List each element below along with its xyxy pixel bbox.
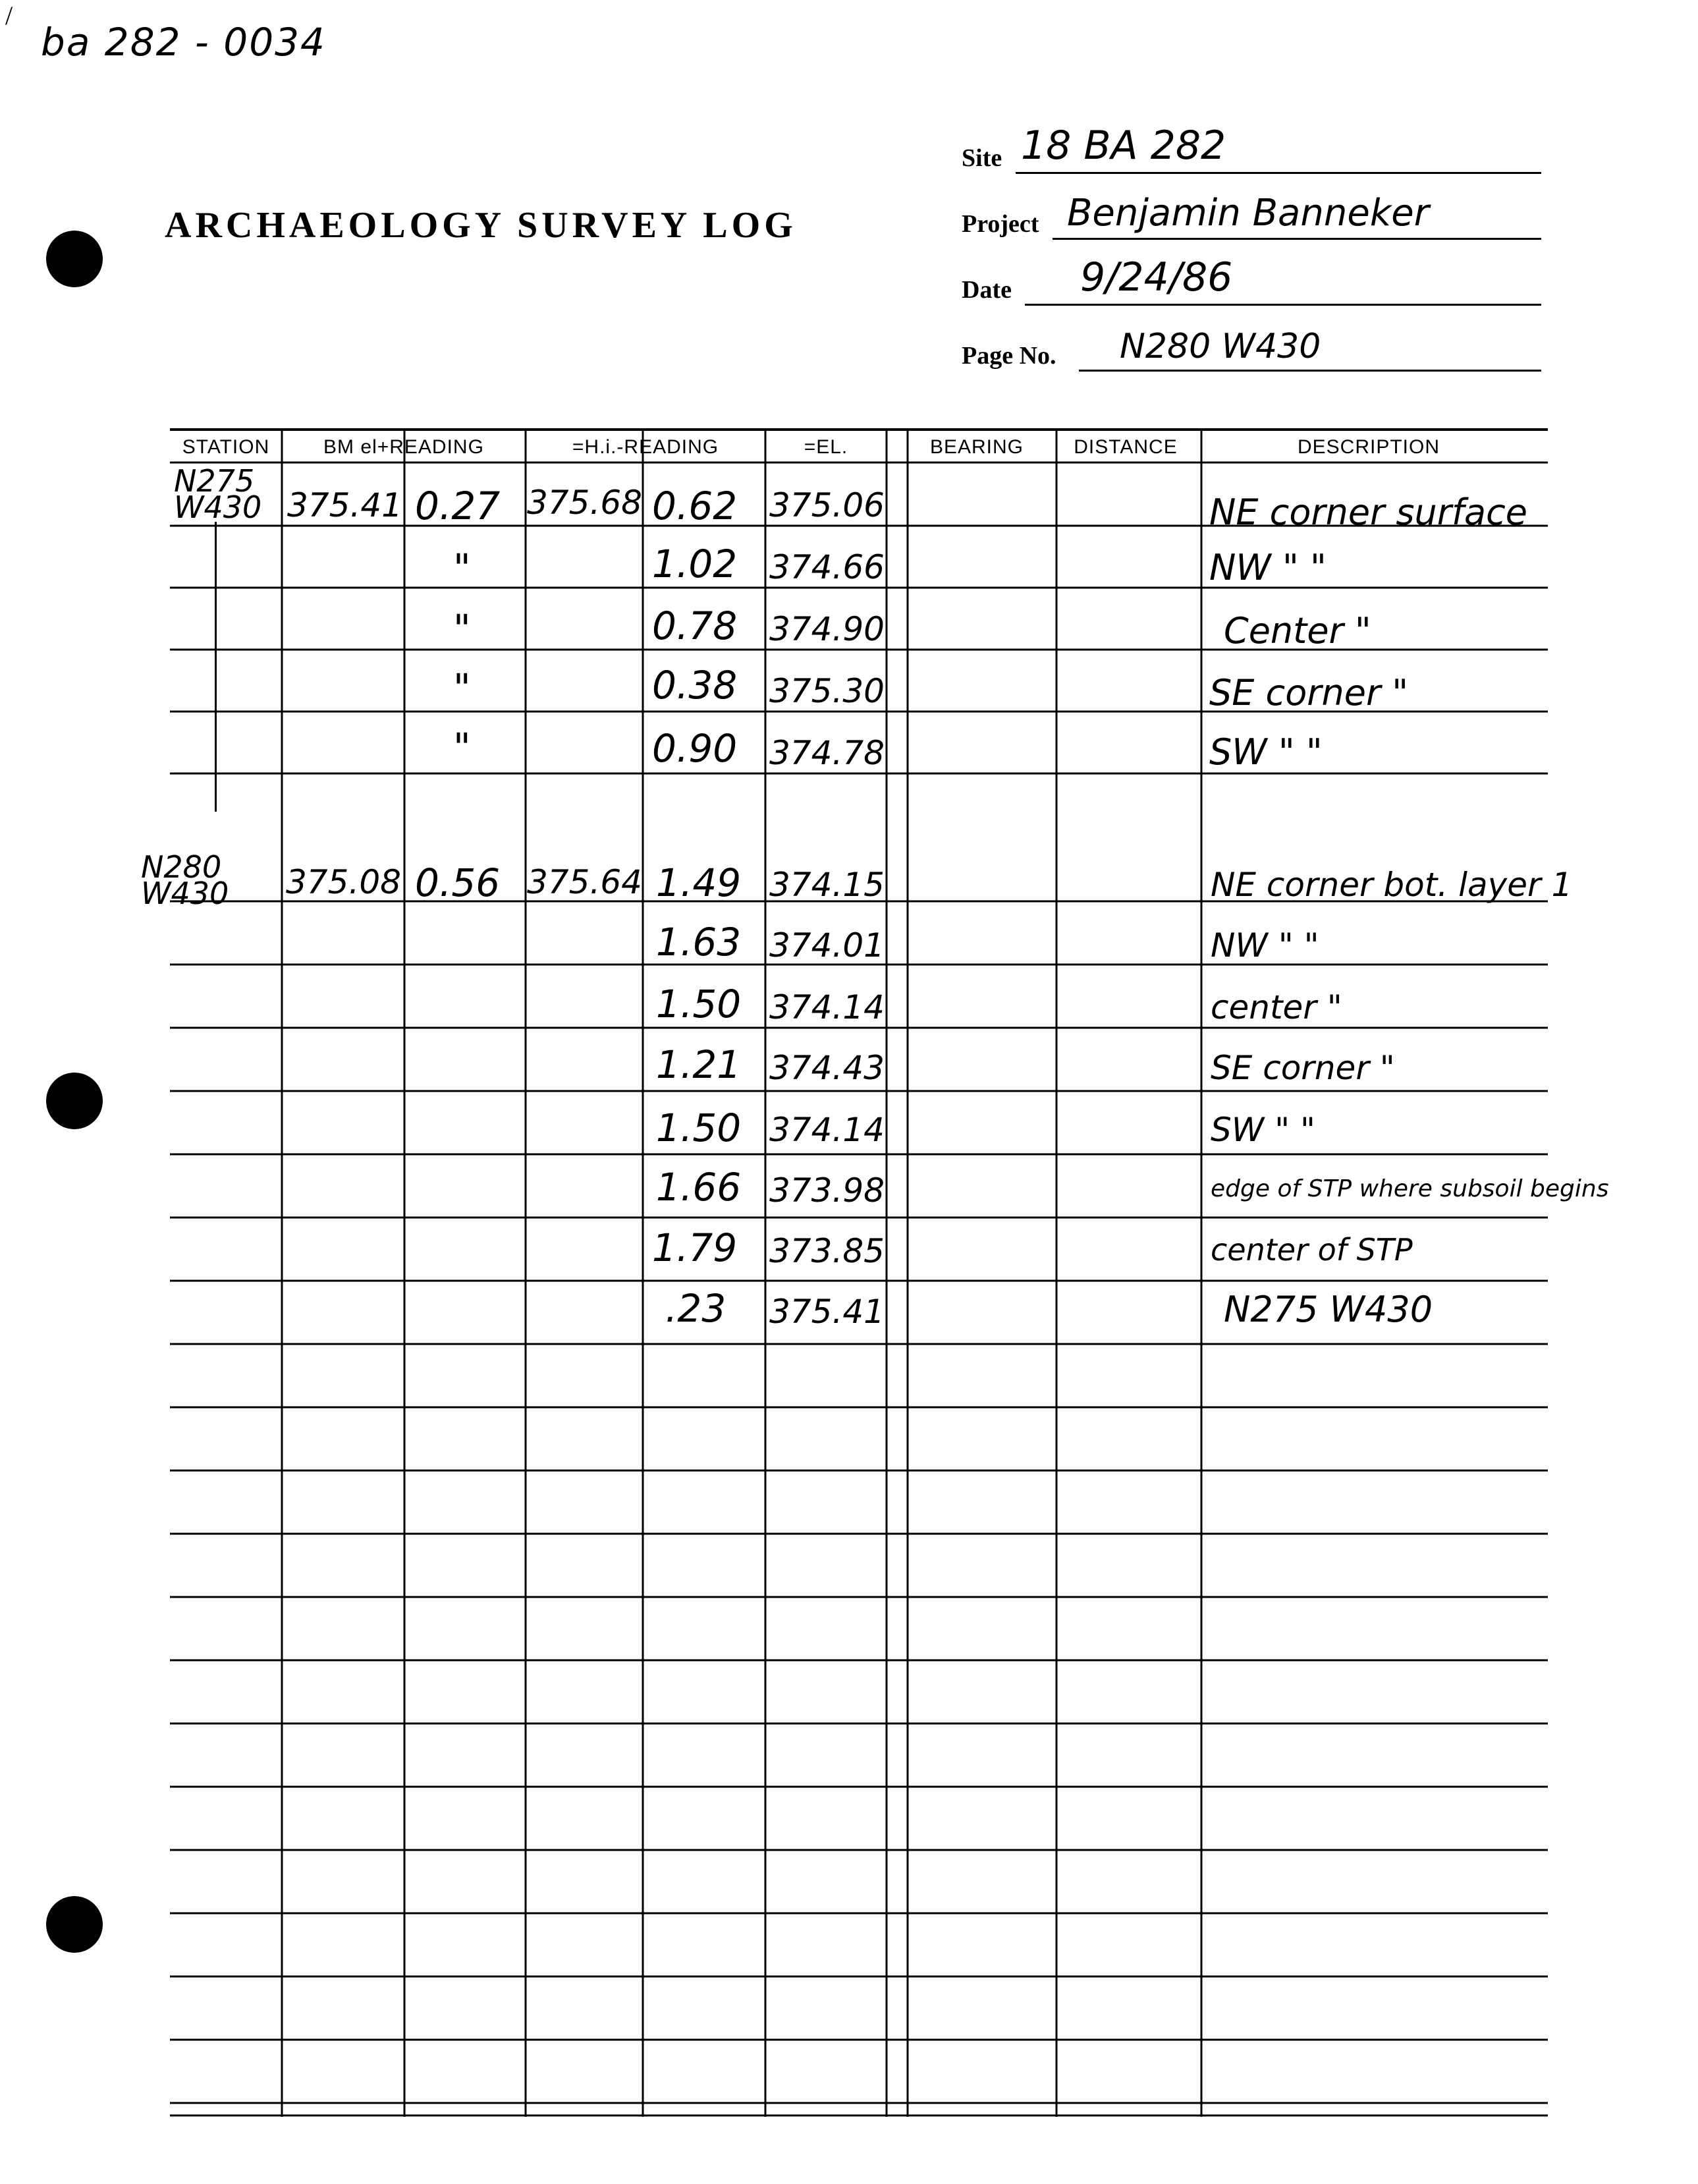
site-label: Site <box>962 144 1002 172</box>
description: NW " " <box>1211 926 1319 965</box>
description: NW " " <box>1209 547 1327 588</box>
col-bearing-header: BEARING <box>929 436 1024 458</box>
description: N275 W430 <box>1224 1289 1433 1330</box>
elevation: 374.15 <box>769 866 885 904</box>
minus-reading: 0.38 <box>652 663 738 708</box>
form-title: ARCHAEOLOGY SURVEY LOG <box>165 205 797 246</box>
minus-reading: 1.66 <box>656 1165 742 1210</box>
project-label: Project <box>962 210 1039 238</box>
elevation: 373.98 <box>769 1171 885 1210</box>
minus-reading: 0.90 <box>652 726 738 771</box>
station-line2: W430 <box>141 876 229 911</box>
ditto-mark: " <box>453 725 471 770</box>
project-line <box>1053 238 1541 240</box>
description: edge of STP where subsoil begins <box>1211 1175 1609 1202</box>
elevation: 374.78 <box>769 734 885 772</box>
description: Center " <box>1224 610 1371 652</box>
bm-elevation: 375.08 <box>286 863 401 901</box>
elevation: 374.90 <box>769 610 885 648</box>
col-el-header: =EL. <box>804 436 848 458</box>
date-line <box>1025 304 1541 306</box>
station-bracket <box>215 522 217 812</box>
description: SW " " <box>1211 1111 1315 1149</box>
minus-reading: 1.50 <box>656 1106 742 1150</box>
plus-reading: 0.56 <box>415 860 501 905</box>
height-of-instrument: 375.68 <box>527 484 642 522</box>
site-value: 18 BA 282 <box>1021 123 1226 169</box>
description: NE corner surface <box>1209 491 1527 533</box>
minus-reading: 1.79 <box>652 1225 738 1270</box>
col-bm-reading-header: BM el+READING <box>323 436 484 458</box>
page-no-value: N280 W430 <box>1120 327 1321 366</box>
station-line1: N275 <box>174 463 255 499</box>
date-label: Date <box>962 276 1012 304</box>
bm-elevation: 375.41 <box>287 486 402 524</box>
elevation: 374.14 <box>769 988 885 1026</box>
col-hi-reading-header: =H.i.-READING <box>572 436 719 458</box>
station-line1: N280 <box>141 849 222 885</box>
station-n275-w430 <box>174 463 262 525</box>
plus-reading: 0.27 <box>415 484 501 528</box>
project-field <box>962 191 1541 244</box>
site-field <box>962 125 1541 178</box>
station-line2: W430 <box>174 490 262 525</box>
ditto-mark: " <box>453 606 471 651</box>
minus-reading: 1.21 <box>656 1042 742 1087</box>
minus-reading: 1.02 <box>652 542 738 586</box>
elevation: 374.01 <box>769 926 885 965</box>
minus-reading: 0.78 <box>652 603 738 648</box>
elevation: 374.14 <box>769 1111 885 1149</box>
elevation: 374.43 <box>769 1049 885 1087</box>
elevation: 374.66 <box>769 548 885 586</box>
description: SW " " <box>1209 731 1323 773</box>
col-distance-header: DISTANCE <box>1074 436 1178 458</box>
minus-reading: 1.49 <box>656 860 742 905</box>
binder-hole-top <box>46 231 103 287</box>
description: SE corner " <box>1209 672 1409 714</box>
description: SE corner " <box>1211 1049 1395 1087</box>
page-no-label: Page No. <box>962 342 1056 370</box>
page-edge-mark: / <box>5 1 13 30</box>
date-field <box>962 254 1541 310</box>
elevation: 375.30 <box>769 672 885 710</box>
ditto-mark: " <box>453 546 471 590</box>
page-no-field <box>962 323 1541 376</box>
minus-reading: 1.63 <box>656 920 742 965</box>
station-n280-w430 <box>141 849 229 911</box>
site-line <box>1016 172 1541 174</box>
page-no-line <box>1079 370 1541 372</box>
minus-reading: 0.62 <box>652 484 738 528</box>
minus-reading: 1.50 <box>656 982 742 1026</box>
col-description-header: DESCRIPTION <box>1297 436 1440 458</box>
elevation: 375.41 <box>769 1293 885 1331</box>
binder-hole-bottom <box>46 1896 103 1953</box>
minus-reading: .23 <box>665 1286 726 1331</box>
binder-hole-middle <box>46 1073 103 1129</box>
project-value: Benjamin Banneker <box>1067 192 1429 235</box>
ditto-mark: " <box>453 665 471 710</box>
elevation: 373.85 <box>769 1232 885 1270</box>
description: center " <box>1211 988 1342 1026</box>
survey-log-table <box>141 428 1609 2117</box>
corner-note: ba 282 - 0034 <box>41 20 326 65</box>
height-of-instrument: 375.64 <box>527 863 642 901</box>
description: NE corner bot. layer 1 <box>1211 866 1573 904</box>
description: center of STP <box>1211 1232 1413 1268</box>
elevation: 375.06 <box>769 486 885 524</box>
col-station-header: STATION <box>182 436 270 458</box>
date-value: 9/24/86 <box>1080 254 1233 300</box>
